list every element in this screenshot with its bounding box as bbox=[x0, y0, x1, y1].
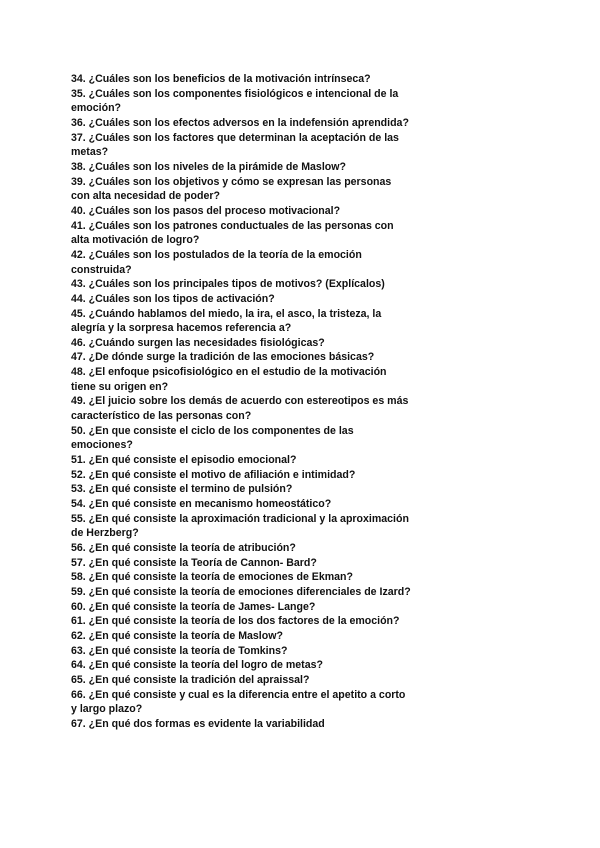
question-item: 48. ¿El enfoque psicofisiológico en el estudio de la motivación tiene su origen en? bbox=[71, 366, 387, 393]
question-item: 60. ¿En qué consiste la teoría de James- Lange? bbox=[71, 600, 316, 613]
question-list bbox=[71, 72, 411, 732]
question-item: 45. ¿Cuándo hablamos del miedo, la ira, el asco, la tristeza, la alegría y la sorpresa hacemos referencia a? bbox=[71, 307, 382, 335]
question-item: 64. ¿En qué consiste la teoría del logro de metas? bbox=[71, 659, 323, 672]
question-item: 56. ¿En qué consiste la teoría de atribución? bbox=[71, 542, 296, 554]
question-item: 39. ¿Cuáles son los objetivos y cómo se expresan las personas con alta necesidad de poder? bbox=[71, 175, 392, 203]
question-item: 37. ¿Cuáles son los factores que determinan la aceptación de las metas? bbox=[71, 131, 399, 159]
question-item: 52. ¿En qué consiste el motivo de afiliación e intimidad? bbox=[71, 468, 356, 481]
question-item: 59. ¿En qué consiste la teoría de emociones diferenciales de Izard? bbox=[71, 585, 411, 598]
question-item: 51. ¿En qué consiste el episodio emocional? bbox=[71, 454, 297, 467]
question-item: 44. ¿Cuáles son los tipos de activación? bbox=[71, 292, 275, 305]
question-item: 63. ¿En qué consiste la teoría de Tomkins? bbox=[71, 644, 288, 657]
question-item: 47. ¿De dónde surge la tradición de las emociones básicas? bbox=[71, 351, 375, 364]
question-item: 38. ¿Cuáles son los niveles de la pirámide de Maslow? bbox=[71, 160, 346, 173]
question-item: 40. ¿Cuáles son los pasos del proceso motivacional? bbox=[71, 204, 341, 217]
question-item: 41. ¿Cuáles son los patrones conductuales de las personas con alta motivación de logro? bbox=[71, 219, 394, 247]
question-item: 65. ¿En qué consiste la tradición del apraissal? bbox=[71, 673, 310, 686]
question-item: 57. ¿En qué consiste la Teoría de Cannon- Bard? bbox=[71, 556, 317, 569]
question-item: 36. ¿Cuáles son los efectos adversos en la indefensión aprendida? bbox=[71, 116, 409, 129]
question-item: 66. ¿En qué consiste y cual es la diferencia entre el apetito a corto y largo plazo? bbox=[71, 688, 406, 716]
question-item: 50. ¿En que consiste el ciclo de los componentes de las emociones? bbox=[71, 424, 354, 452]
question-item: 54. ¿En qué consiste en mecanismo homeostático? bbox=[71, 498, 332, 511]
question-item: 58. ¿En qué consiste la teoría de emociones de Ekman? bbox=[71, 571, 354, 584]
question-item: 55. ¿En qué consiste la aproximación tradicional y la aproximación de Herzberg? bbox=[71, 512, 409, 540]
question-item: 61. ¿En qué consiste la teoría de los dos factores de la emoción? bbox=[71, 615, 400, 628]
question-item: 42. ¿Cuáles son los postulados de la teoría de la emoción construida? bbox=[71, 248, 362, 276]
question-item: 67. ¿En qué dos formas es evidente la variabilidad bbox=[71, 717, 325, 730]
question-item: 43. ¿Cuáles son los principales tipos de motivos? (Explícalos) bbox=[71, 278, 385, 291]
question-item: 62. ¿En qué consiste la teoría de Maslow? bbox=[71, 629, 283, 642]
question-item: 46. ¿Cuándo surgen las necesidades fisiológicas? bbox=[71, 336, 325, 349]
question-item: 34. ¿Cuáles son los beneficios de la motivación intrínseca? bbox=[71, 73, 371, 85]
question-item: 49. ¿El juicio sobre los demás de acuerdo con estereotipos es más característico de las personas con? bbox=[71, 395, 409, 423]
question-item: 53. ¿En qué consiste el termino de pulsión? bbox=[71, 483, 293, 496]
question-item: 35. ¿Cuáles son los componentes fisiológicos e intencional de la emoción? bbox=[71, 87, 399, 115]
